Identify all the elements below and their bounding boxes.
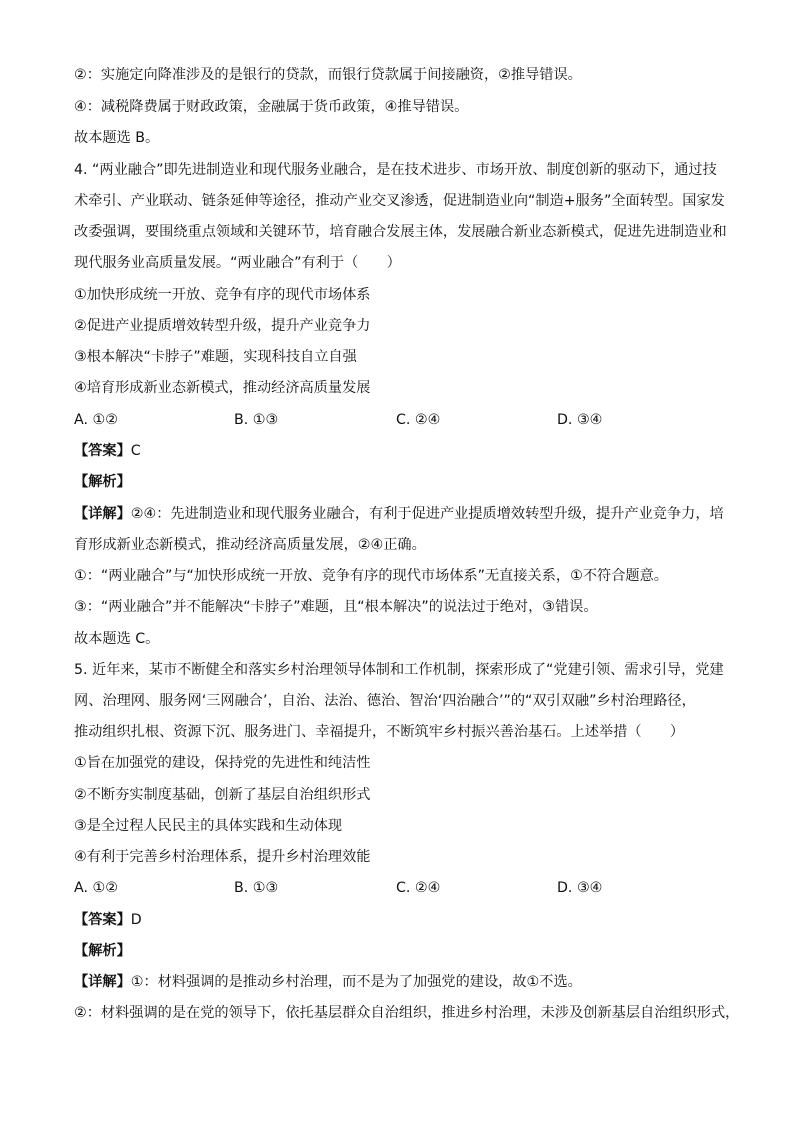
q5-option-c: C. ②④ <box>396 880 441 896</box>
q4-statement: ①加快形成统一开放、竞争有序的现代市场体系 <box>74 287 371 303</box>
answer-label: 【答案】 <box>74 443 131 459</box>
prev-analysis-item4: ④：减税降费属于财政政策，金融属于货币政策，④推导错误。 <box>74 99 469 115</box>
q5-statement: ③是全过程人民民主的具体实践和生动体现 <box>74 818 343 834</box>
q5-option-b: B. ①③ <box>234 880 279 896</box>
q4-detail-line: ③：“两业融合”并不能解决“卡脖子”难题，且“根本解决”的说法过于绝对，③错误。 <box>74 599 598 615</box>
q5-stem-line: 5. 近年来，某市不断健全和落实乡村治理领导体制和工作机制，探索形成了“党建引领、需求引导，党建 <box>74 662 724 678</box>
q5-stem-line: 推动组织扎根、资源下沉、服务进门、幸福提升，不断筑牢乡村振兴善治基石。上述举措（ ） <box>74 724 685 740</box>
q4-analysis-label: 【解析】 <box>74 474 131 490</box>
q4-stem-line: 术牵引、产业联动、链条延伸等途径，推动产业交叉渗透，促进制造业向“制造+服务”全面转型。国家发 <box>74 193 725 209</box>
q4-option-b: B. ①③ <box>234 412 279 428</box>
q4-option-c: C. ②④ <box>396 412 441 428</box>
q4-detail-line: ①：“两业融合”与“加快形成统一开放、竞争有序的现代市场体系”无直接关系，①不符合题意。 <box>74 568 668 584</box>
q5-statement: ①旨在加强党的建设，保持党的先进性和纯洁性 <box>74 755 371 771</box>
q4-option-a: A. ①② <box>74 412 118 428</box>
q5-option-a: A. ①② <box>74 880 118 896</box>
q4-stem-line: 改委强调，要围绕重点领域和关键环节，培育融合发展主体，发展融合新业态新模式，促进先进制造业和 <box>74 224 727 240</box>
prev-conclusion: 故本题选 B。 <box>74 130 160 146</box>
q4-answer <box>74 441 141 461</box>
detail-label: 【详解】 <box>74 506 131 522</box>
q4-stem-line: 现代服务业高质量发展。“两业融合”有利于（ ） <box>74 255 401 271</box>
answer-value: C <box>130 443 141 459</box>
q4-statement: ④培育形成新业态新模式，推动经济高质量发展 <box>74 380 371 396</box>
q4-detail-line: 育形成新业态新模式，推动经济高质量发展，②④正确。 <box>74 537 426 553</box>
answer-label: 【答案】 <box>74 912 131 928</box>
q4-conclusion: 故本题选 C。 <box>74 631 160 647</box>
q5-detail-line: ②：材料强调的是在党的领导下，依托基层群众自治组织，推进乡村治理，未涉及创新基层自治组织形式， <box>74 1005 740 1021</box>
answer-value: D <box>130 912 142 928</box>
q5-analysis-label: 【解析】 <box>74 943 131 959</box>
detail-text: ②④：先进制造业和现代服务业融合，有利于促进产业提质增效转型升级，提升产业竞争力，培 <box>130 506 724 522</box>
q5-stem-line: 网、治理网、服务网‘三网融合’，自治、法治、德治、智治‘四治融合’”的“双引双融”乡村治理路径， <box>74 693 696 709</box>
detail-text: ①：材料强调的是推动乡村治理，而不是为了加强党的建设，故①不选。 <box>130 974 582 990</box>
prev-analysis-item2: ②：实施定向降准涉及的是银行的贷款，而银行贷款属于间接融资，②推导错误。 <box>74 67 582 83</box>
q5-statement: ④有利于完善乡村治理体系，提升乡村治理效能 <box>74 849 371 865</box>
q5-statement: ②不断夯实制度基础，创新了基层自治组织形式 <box>74 787 371 803</box>
q4-stem-line: 4. “两业融合”即先进制造业和现代服务业融合，是在技术进步、市场开放、制度创新的驱动下，通过技 <box>74 162 717 178</box>
q4-detail-line <box>74 504 724 524</box>
q4-statement: ③根本解决“卡脖子”难题，实现科技自立自强 <box>74 349 357 365</box>
detail-label: 【详解】 <box>74 974 131 990</box>
q4-statement: ②促进产业提质增效转型升级，提升产业竞争力 <box>74 318 371 334</box>
q5-answer <box>74 910 142 930</box>
q5-option-d: D. ③④ <box>557 880 603 896</box>
q5-detail-line <box>74 972 582 992</box>
q4-option-d: D. ③④ <box>557 412 603 428</box>
